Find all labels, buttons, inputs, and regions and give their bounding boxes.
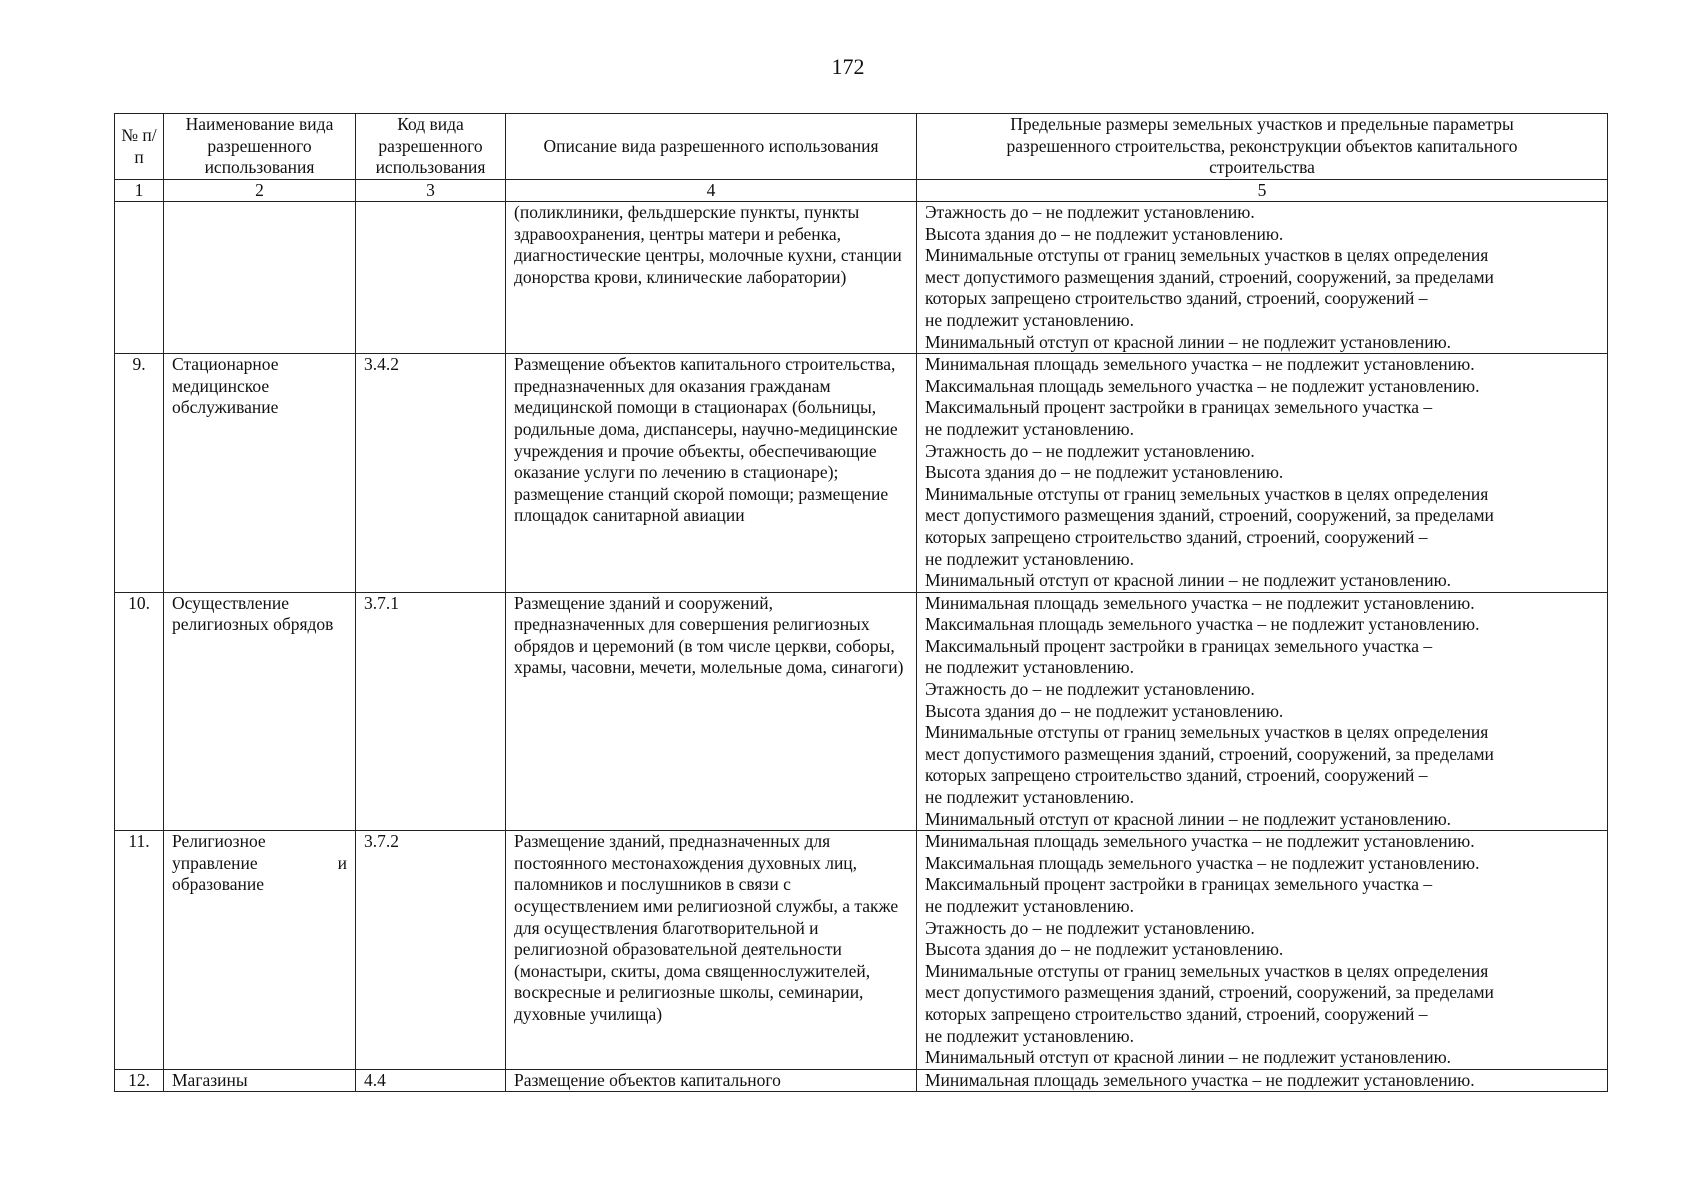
limit-line: Минимальные отступы от границ земельных участков в целях определения bbox=[925, 483, 1489, 504]
use-description bbox=[506, 202, 917, 354]
use-name-line: образование bbox=[172, 874, 265, 895]
use-code: 3.7.2 bbox=[356, 831, 506, 1070]
column-number: 2 bbox=[164, 180, 356, 202]
limit-line: Этажность до – не подлежит установлению. bbox=[925, 679, 1255, 700]
limit-line: не подлежит установлению. bbox=[925, 787, 1134, 808]
row-number: 9. bbox=[115, 354, 164, 593]
limit-line: мест допустимого размещения зданий, строений, сооружений, за пределами bbox=[925, 982, 1494, 1003]
use-limits bbox=[917, 202, 1608, 354]
header-use-description: Описание вида разрешенного использования bbox=[506, 114, 917, 180]
use-description-text: Размещение зданий и сооружений, предназначенных для совершения религиозных обрядов и церемоний (в том числе церкви, соборы, храмы, часовни, мечети, молельные дома, синагоги) bbox=[514, 592, 904, 678]
limit-line: мест допустимого размещения зданий, строений, сооружений, за пределами bbox=[925, 505, 1494, 526]
use-code: 3.7.1 bbox=[356, 592, 506, 831]
limit-line: Этажность до – не подлежит установлению. bbox=[925, 917, 1255, 938]
use-description bbox=[506, 1069, 917, 1092]
use-code bbox=[356, 202, 506, 354]
use-name: Стационарное медицинское обслуживание bbox=[164, 354, 356, 593]
use-description bbox=[506, 592, 917, 831]
use-limits bbox=[917, 354, 1608, 593]
column-number-row bbox=[115, 180, 1608, 202]
table-row bbox=[115, 592, 1608, 831]
limit-line: мест допустимого размещения зданий, строений, сооружений, за пределами bbox=[925, 743, 1494, 764]
limit-line: Минимальные отступы от границ земельных участков в целях определения bbox=[925, 960, 1489, 981]
use-name: Осуществление религиозных обрядов bbox=[164, 592, 356, 831]
limit-line: Высота здания до – не подлежит установлению. bbox=[925, 223, 1284, 244]
row-number: 10. bbox=[115, 592, 164, 831]
limit-line: которых запрещено строительство зданий, строений, сооружений – bbox=[925, 765, 1428, 786]
limit-line: которых запрещено строительство зданий, строений, сооружений – bbox=[925, 1003, 1428, 1024]
limit-line: Высота здания до – не подлежит установлению. bbox=[925, 462, 1284, 483]
column-number: 1 bbox=[115, 180, 164, 202]
limit-line: Максимальная площадь земельного участка – не подлежит установлению. bbox=[925, 614, 1480, 635]
use-limits bbox=[917, 592, 1608, 831]
use-description-text: Размещение объектов капитального строительства, предназначенных для оказания гражданам медицинской помощи в стационарах (больницы, родильные дома, диспансеры, научно-медицинские учреждения и прочие объекты, обеспечивающие оказание услуги по лечению в стационаре); размещение станций скорой помощи; размещение площадок санитарной авиации bbox=[514, 354, 898, 526]
use-limits bbox=[917, 831, 1608, 1070]
use-name-line: Религиозное bbox=[172, 831, 266, 852]
limit-line: не подлежит установлению. bbox=[925, 418, 1134, 439]
limit-line: не подлежит установлению. bbox=[925, 657, 1134, 678]
use-description bbox=[506, 831, 917, 1070]
land-use-table bbox=[114, 113, 1608, 1092]
limit-line: мест допустимого размещения зданий, строений, сооружений, за пределами bbox=[925, 266, 1494, 287]
use-code: 4.4 bbox=[356, 1069, 506, 1092]
limit-line: Этажность до – не подлежит установлению. bbox=[925, 440, 1255, 461]
header-limits: Предельные размеры земельных участков и предельные параметры разрешенного строительства, реконструкции объектов капитального строительства bbox=[917, 114, 1608, 180]
limit-line: Минимальная площадь земельного участка – не подлежит установлению. bbox=[925, 354, 1475, 375]
limit-line: Максимальный процент застройки в границах земельного участка – bbox=[925, 397, 1433, 418]
limit-line: Максимальная площадь земельного участка – не подлежит установлению. bbox=[925, 852, 1480, 873]
table-row bbox=[115, 1069, 1608, 1092]
use-limits bbox=[917, 1069, 1608, 1092]
header-use-name: Наименование вида разрешенного использования bbox=[164, 114, 356, 180]
table-row bbox=[115, 831, 1608, 1070]
use-name bbox=[164, 202, 356, 354]
limit-line: не подлежит установлению. bbox=[925, 1025, 1134, 1046]
use-description-text: (поликлиники, фельдшерские пункты, пункты здравоохранения, центры матери и ребенка, диагностические центры, молочные кухни, станции донорства крови, клинические лаборатории) bbox=[514, 202, 902, 287]
limit-line: Этажность до – не подлежит установлению. bbox=[925, 202, 1255, 222]
use-description-text: Размещение зданий, предназначенных для постоянного местонахождения духовных лиц, паломников и послушников в связи с осуществлением ими религиозной службы, а также для осуществления благотворительной и религиозной образовательной деятельности (монастыри, скиты, дома священнослужителей, воскресные и религиозные школы, семинарии, духовные училища) bbox=[514, 831, 899, 1024]
limit-line: Минимальная площадь земельного участка – не подлежит установлению. bbox=[925, 831, 1475, 852]
limit-line: Минимальный отступ от красной линии – не подлежит установлению. bbox=[925, 331, 1452, 352]
limit-line: Минимальный отступ от красной линии – не подлежит установлению. bbox=[925, 570, 1452, 591]
page-number: 172 bbox=[831, 54, 865, 79]
use-name: Магазины bbox=[164, 1069, 356, 1092]
use-name bbox=[164, 831, 356, 1070]
limit-line: Минимальные отступы от границ земельных участков в целях определения bbox=[925, 245, 1489, 266]
limit-line: Высота здания до – не подлежит установлению. bbox=[925, 700, 1284, 721]
header-number: № п/п bbox=[115, 114, 164, 180]
limit-line: Минимальный отступ от красной линии – не подлежит установлению. bbox=[925, 808, 1452, 829]
row-number bbox=[115, 202, 164, 354]
limit-line: Максимальный процент застройки в границах земельного участка – bbox=[925, 874, 1433, 895]
limit-line: не подлежит установлению. bbox=[925, 548, 1134, 569]
limit-line: Минимальная площадь земельного участка – не подлежит установлению. bbox=[925, 592, 1475, 613]
column-number: 3 bbox=[356, 180, 506, 202]
limit-line: Минимальные отступы от границ земельных участков в целях определения bbox=[925, 722, 1489, 743]
column-number: 4 bbox=[506, 180, 917, 202]
limit-line: Минимальная площадь земельного участка – не подлежит установлению. bbox=[925, 1069, 1475, 1090]
row-number: 12. bbox=[115, 1069, 164, 1092]
column-number: 5 bbox=[917, 180, 1608, 202]
limit-line: Минимальный отступ от красной линии – не подлежит установлению. bbox=[925, 1047, 1452, 1068]
limit-line: Высота здания до – не подлежит установлению. bbox=[925, 939, 1284, 960]
table-row bbox=[115, 202, 1608, 354]
row-number: 11. bbox=[115, 831, 164, 1070]
limit-line: не подлежит установлению. bbox=[925, 896, 1134, 916]
limit-line: которых запрещено строительство зданий, строений, сооружений – bbox=[925, 526, 1428, 547]
table-row bbox=[115, 354, 1608, 593]
limit-line: Максимальный процент застройки в границах земельного участка – bbox=[925, 635, 1433, 656]
limit-line: не подлежит установлению. bbox=[925, 309, 1134, 330]
use-description bbox=[506, 354, 917, 593]
table-header-row bbox=[115, 114, 1608, 180]
use-name-line: управление и bbox=[172, 852, 347, 873]
header-use-code: Код вида разрешенного использования bbox=[356, 114, 506, 180]
use-description-text: Размещение объектов капитального bbox=[514, 1069, 781, 1090]
limit-line: Максимальная площадь земельного участка – не подлежит установлению. bbox=[925, 375, 1480, 396]
limit-line: которых запрещено строительство зданий, строений, сооружений – bbox=[925, 288, 1428, 309]
use-code: 3.4.2 bbox=[356, 354, 506, 593]
